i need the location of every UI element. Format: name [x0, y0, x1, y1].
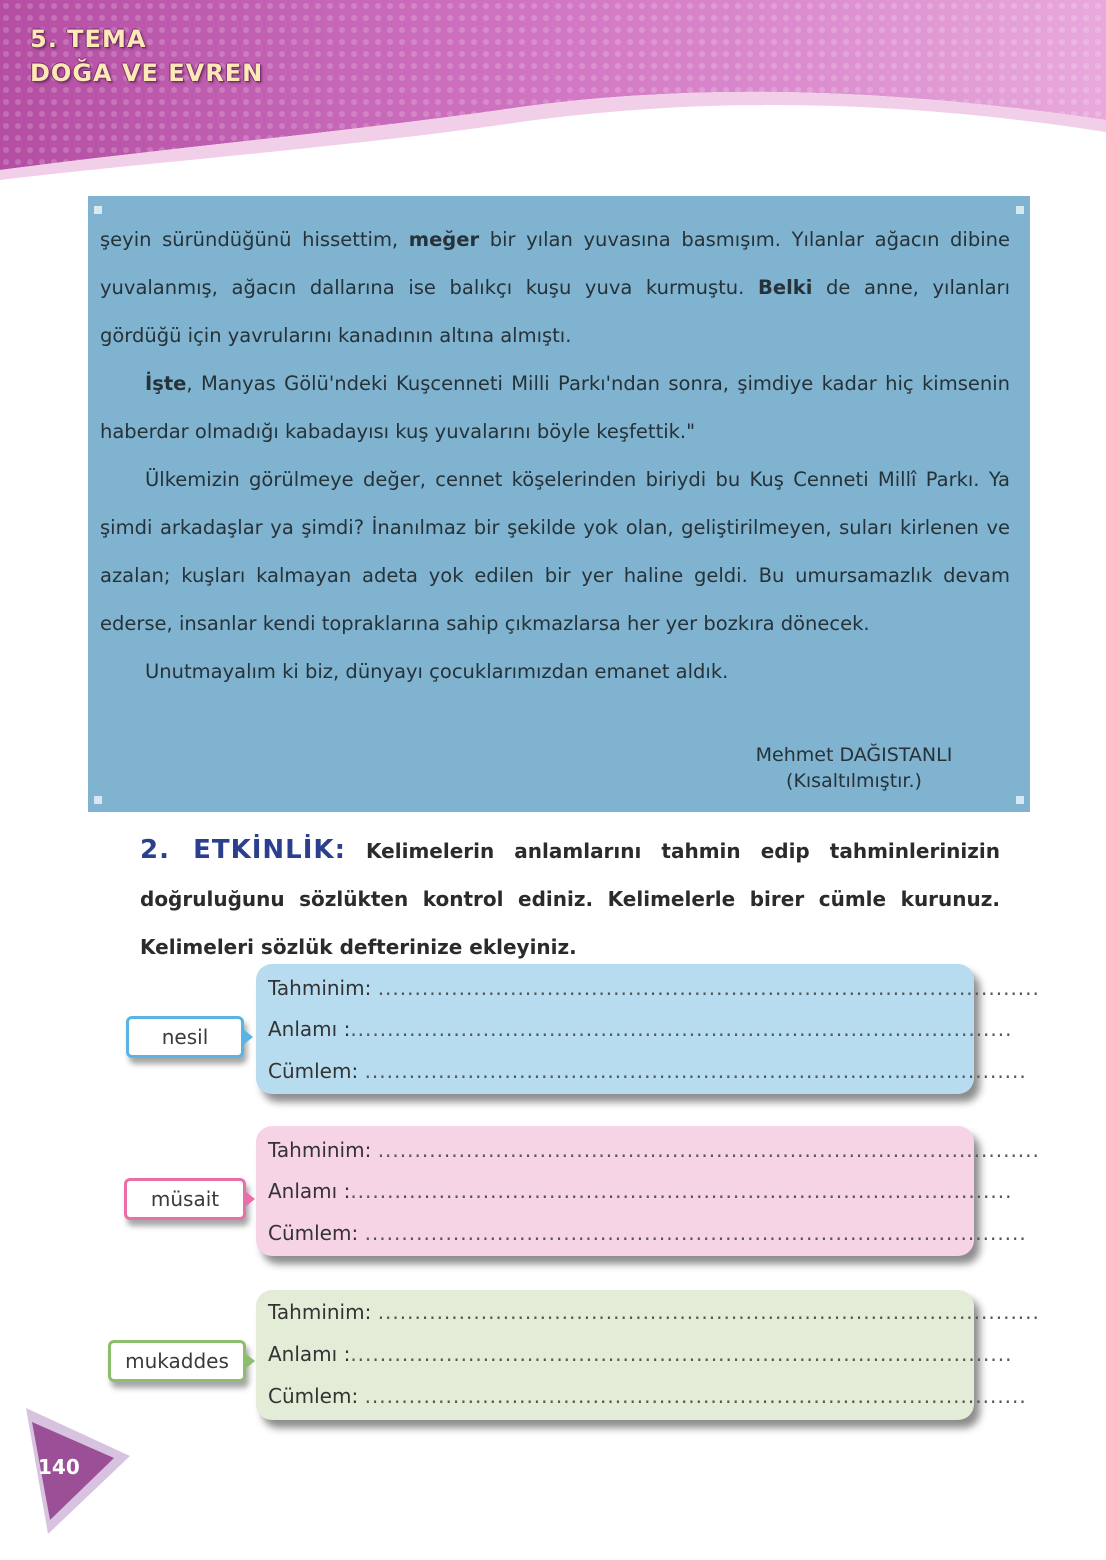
text-span: de anne, yılanları gördüğü için yavrularını kanadının altına almıştı.: [100, 276, 1010, 347]
theme-title: [30, 22, 263, 90]
guess-label: Tahminim:: [268, 976, 372, 1000]
bold-word: İşte: [145, 372, 187, 395]
meaning-label: Anlamı :: [268, 1179, 351, 1203]
word-card-pink: [256, 1126, 1040, 1256]
activity-instructions: [140, 826, 1000, 971]
word-tag: [108, 1340, 246, 1382]
word-label: nesil: [161, 1025, 209, 1049]
word-card-green: [256, 1290, 1040, 1420]
passage-paragraph-4: Unutmayalım ki biz, dünyayı çocuklarımızdan emanet aldık.: [145, 660, 729, 683]
fill-dots: ..........................................................................................: [350, 1179, 1013, 1203]
word-card-blue: [256, 964, 1040, 1094]
page-number: 140: [38, 1455, 80, 1479]
sentence-label: Cümlem:: [268, 1221, 359, 1245]
corner-mark: [1016, 796, 1024, 804]
activity-label: 2. ETKİNLİK:: [140, 835, 346, 865]
text-span: bir yılan yuvasına basmışım. Yılanlar ağacın dibine yuvalanmış, ağacın dallarına ise balıkçı kuşu yuva kurmuştu.: [100, 228, 1010, 299]
meaning-line[interactable]: [268, 1177, 1013, 1205]
passage-paragraph-3: Ülkemizin görülmeye değer, cennet köşelerinden biriydi bu Kuş Cenneti Millî Parkı. Ya şimdi arkadaşlar ya şimdi? İnanılmaz bir şekilde yok olan, geliştirilmeyen, suları kirlenen ve azalan; kuşları kalmayan adeta yok edilen bir yer haline geldi. Bu umursamazlık devam ederse, insanlar kendi topraklarına sahip çıkmazlarsa her yer bozkıra dönecek.: [100, 468, 1010, 635]
fill-dots: ..........................................................................................: [350, 1342, 1013, 1366]
word-label: müsait: [150, 1187, 220, 1211]
guess-label: Tahminim:: [268, 1300, 372, 1324]
fill-dots: ..........................................................................................: [364, 1384, 1027, 1408]
author-credit: [734, 742, 974, 794]
fill-dots: ..........................................................................................: [364, 1221, 1027, 1245]
theme-name: DOĞA VE EVREN: [30, 59, 264, 87]
text-span: şeyin süründüğünü hissettim,: [100, 228, 409, 251]
header-banner: [0, 0, 1106, 180]
passage-text: [100, 216, 1010, 696]
sentence-line[interactable]: [268, 1382, 1027, 1410]
theme-number: 5. TEMA: [30, 25, 147, 53]
sentence-line[interactable]: [268, 1057, 1027, 1085]
guess-line[interactable]: [268, 1136, 1040, 1164]
meaning-label: Anlamı :: [268, 1342, 351, 1366]
fill-dots: ..........................................................................................: [377, 1300, 1040, 1324]
author-note: (Kısaltılmıştır.): [786, 770, 922, 792]
sentence-label: Cümlem:: [268, 1384, 359, 1408]
passage-paragraph-1: [100, 216, 1010, 360]
fill-dots: ..........................................................................................: [364, 1059, 1027, 1083]
word-row-musait: [0, 1124, 1106, 1264]
guess-line[interactable]: [268, 974, 1040, 1002]
word-row-mukaddes: [0, 1288, 1106, 1428]
word-tag: [126, 1016, 244, 1058]
word-label: mukaddes: [125, 1349, 229, 1373]
corner-mark: [94, 206, 102, 214]
text-span: , Manyas Gölü'ndeki Kuşcenneti Milli Parkı'ndan sonra, şimdiye kadar hiç kimsenin haberdar olmadığı kabadayısı kuş yuvalarını böyle keşfettik.": [100, 372, 1010, 443]
guess-label: Tahminim:: [268, 1138, 372, 1162]
meaning-line[interactable]: [268, 1340, 1013, 1368]
fill-dots: ..........................................................................................: [377, 976, 1040, 1000]
reading-passage-box: [88, 196, 1030, 812]
fill-dots: ..........................................................................................: [377, 1138, 1040, 1162]
bold-word: Belki: [757, 276, 813, 299]
meaning-line[interactable]: [268, 1015, 1013, 1043]
word-row-nesil: [0, 962, 1106, 1102]
guess-line[interactable]: [268, 1298, 1040, 1326]
meaning-label: Anlamı :: [268, 1017, 351, 1041]
sentence-label: Cümlem:: [268, 1059, 359, 1083]
fill-dots: ..........................................................................................: [350, 1017, 1013, 1041]
activity-instruction-text: Kelimelerin anlamlarını tahmin edip tahminlerinizin doğruluğunu sözlükten kontrol ediniz. Kelimelerle birer cümle kurunuz. Kelimeleri sözlük defterinize ekleyiniz.: [140, 839, 1000, 959]
word-tag: [124, 1178, 246, 1220]
corner-mark: [1016, 206, 1024, 214]
corner-mark: [94, 796, 102, 804]
sentence-line[interactable]: [268, 1219, 1027, 1247]
author-name: Mehmet DAĞISTANLI: [755, 744, 953, 766]
passage-paragraph-2: [100, 360, 1010, 456]
bold-word: meğer: [408, 228, 480, 251]
